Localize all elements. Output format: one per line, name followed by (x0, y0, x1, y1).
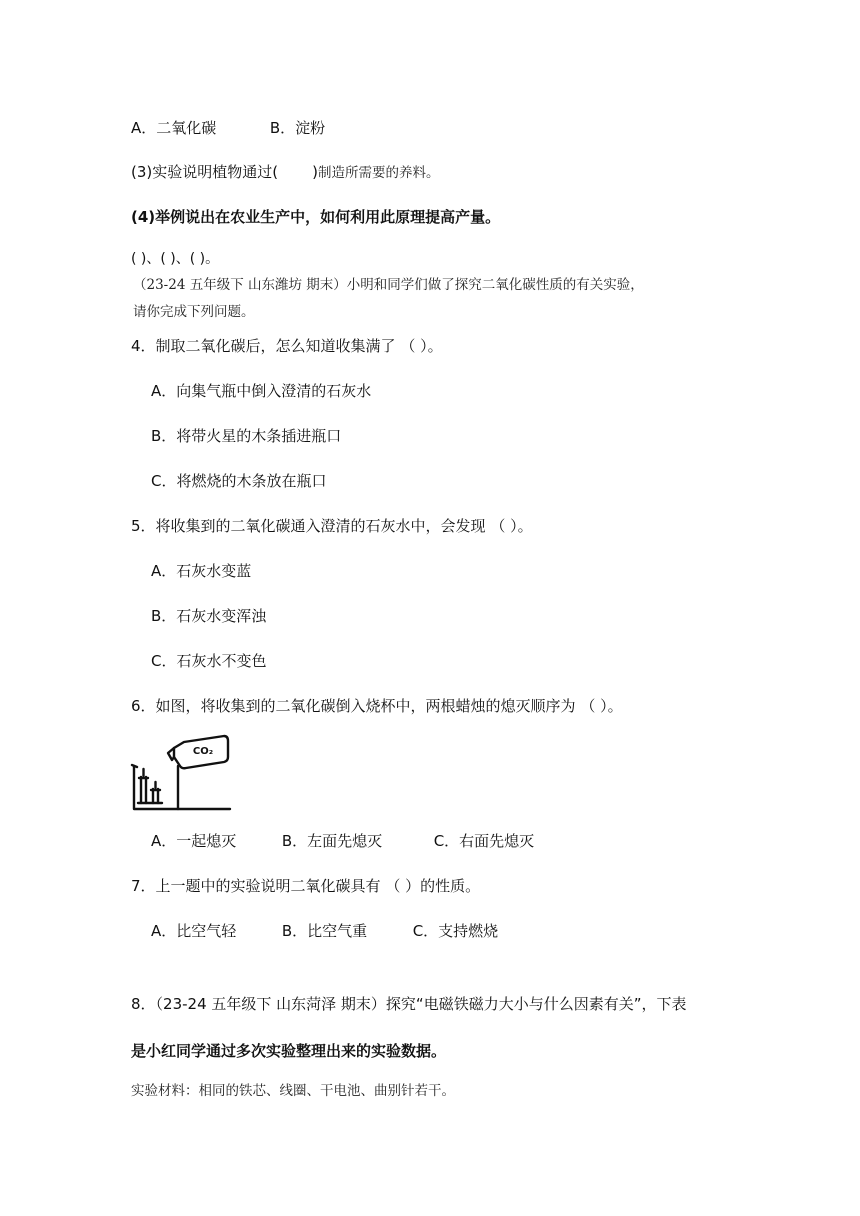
q5-option-c: C．石灰水不变色 (151, 652, 267, 670)
q7-stem: 7．上一题中的实验说明二氧化碳具有 （ ）的性质。 (131, 877, 481, 895)
q7-option-a: A．比空气轻 (151, 922, 237, 940)
q5-option-b: B．石灰水变浑浊 (151, 607, 267, 625)
q3-options (131, 118, 325, 138)
q7-option-c: C．支持燃烧 (412, 922, 499, 940)
co2-beaker-figure (128, 733, 232, 811)
q3-option-a: A．二氧化碳 (131, 119, 217, 137)
q3-option-b: B．淀粉 (269, 119, 326, 137)
q8-line-2: 是小红同学通过多次实验整理出来的实验数据。 (131, 1042, 447, 1060)
q6-stem: 6．如图，将收集到的二氧化碳倒入烧杯中，两根蜡烛的熄灭顺序为 （ ）。 (131, 697, 623, 715)
q5-option-a: A．石灰水变蓝 (151, 562, 252, 580)
intro-line-1: （23-24 五年级下 山东潍坊 期末）小明和同学们做了探究二氧化碳性质的有关实验， (133, 277, 644, 293)
q8-line-1: 8．（23-24 五年级下 山东菏泽 期末）探究“电磁铁磁力大小与什么因素有关”，下表 (131, 995, 687, 1013)
q3-part3-close: ) (312, 163, 318, 181)
q7-option-b: B．比空气重 (281, 922, 368, 940)
q6-option-a: A．一起熄灭 (151, 832, 237, 850)
q3-part3 (131, 162, 439, 183)
q7-options (151, 921, 498, 941)
q3-part4: (4)举例说出在农业生产中，如何利用此原理提高产量。 (131, 208, 501, 226)
q5-stem: 5．将收集到的二氧化碳通入澄清的石灰水中，会发现 （ ）。 (131, 517, 533, 535)
q6-option-b: B．左面先熄灭 (281, 832, 383, 850)
intro-line-2: 请你完成下列问题。 (133, 304, 255, 320)
q6-option-c: C．右面先熄灭 (433, 832, 535, 850)
q3-part3-text: (3)实验说明植物通过( (131, 163, 279, 181)
materials-line: 实验材料：相同的铁芯、线圈、干电池、曲别针若干。 (131, 1083, 455, 1099)
q4-stem: 4．制取二氧化碳后，怎么知道收集满了 （ ）。 (131, 337, 443, 355)
q4-option-c: C．将燃烧的木条放在瓶口 (151, 472, 327, 490)
q4-option-a: A．向集气瓶中倒入澄清的石灰水 (151, 382, 372, 400)
co2-label: CO₂ (192, 746, 214, 757)
q4-option-b: B．将带火星的木条插进瓶口 (151, 427, 342, 445)
q3-part3-tail: 制造所需要的养料。 (317, 165, 440, 181)
q6-options (151, 831, 534, 851)
q3-part4-blanks: ( )、( )、( )。 (131, 251, 220, 267)
